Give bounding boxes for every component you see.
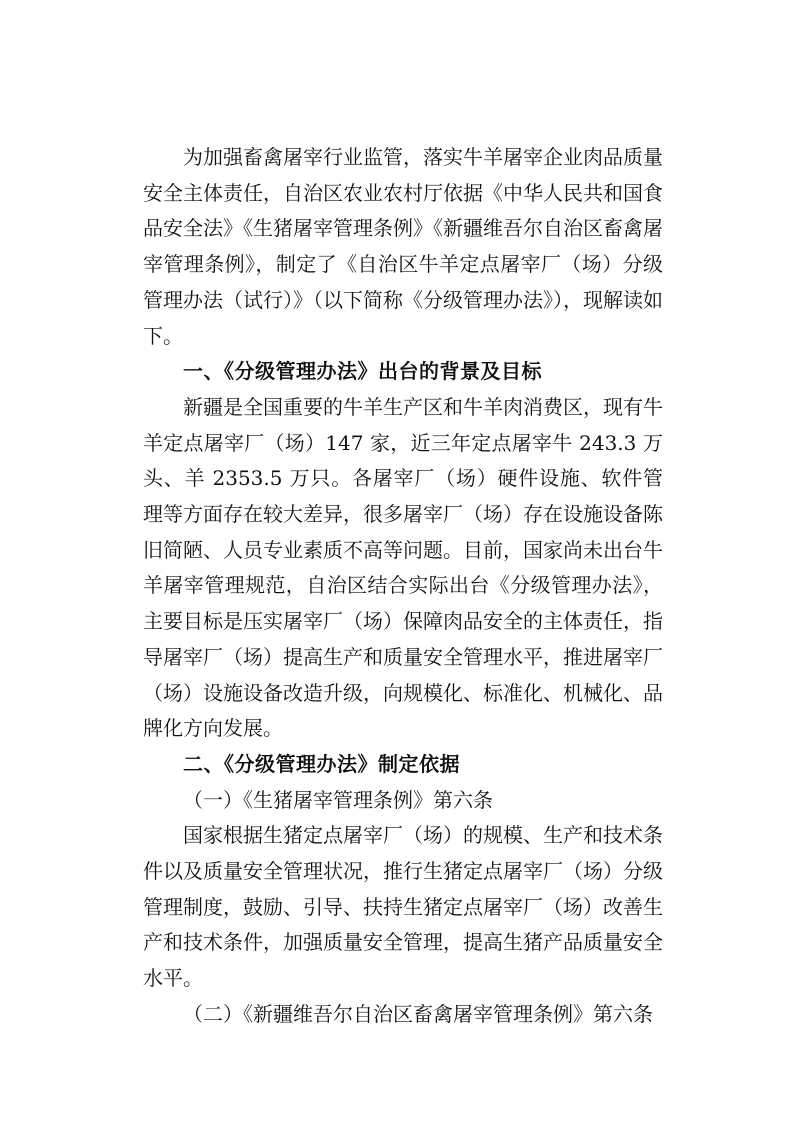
intro-paragraph: 为加强畜禽屠宰行业监管，落实牛羊屠宰企业肉品质量安全主体责任，自治区农业农村厅依据《中华人民共和国食品安全法》《生猪屠宰管理条例》《新疆维吾尔自治区畜禽屠宰管理条例》，制定了《自治区牛羊定点屠宰厂（场）分级管理办法（试行）》（以下简称《分级管理办法》），现解读如下。 bbox=[143, 145, 663, 348]
section-2-sub-1-paragraph: 国家根据生猪定点屠宰厂（场）的规模、生产和技术条件以及质量安全管理状况，推行生猪定点屠宰厂（场）分级管理制度，鼓励、引导、扶持生猪定点屠宰厂（场）改善生产和技术条件，加强质量安全管理，提高生猪产品质量安全水平。 bbox=[143, 823, 663, 991]
section-2-sub-2-heading: （二）《新疆维吾尔自治区畜禽屠宰管理条例》第六条 bbox=[183, 1001, 653, 1026]
document-body bbox=[143, 140, 663, 1033]
section-2-sub-1-heading: （一）《生猪屠宰管理条例》第六条 bbox=[183, 787, 493, 812]
section-1-heading: 一、《分级管理办法》出台的背景及目标 bbox=[183, 359, 542, 384]
section-1-paragraph: 新疆是全国重要的牛羊生产区和牛羊肉消费区，现有牛羊定点屠宰厂（场）147 家，近三年定点屠宰牛 243.3 万头、羊 2353.5 万只。各屠宰厂（场）硬件设施、软件管理等方面存在较大差异，很多屠宰厂（场）存在设施设备陈旧简陋、人员专业素质不高等问题。目前，国家尚未出台牛羊屠宰管理规范，自治区结合实际出台《分级管理办法》，主要目标是压实屠宰厂（场）保障肉品安全的主体责任，指导屠宰厂（场）提高生产和质量安全管理水平，推进屠宰厂（场）设施设备改造升级，向规模化、标准化、机械化、品牌化方向发展。 bbox=[143, 394, 663, 741]
section-2-heading: 二、《分级管理办法》制定依据 bbox=[183, 751, 460, 776]
